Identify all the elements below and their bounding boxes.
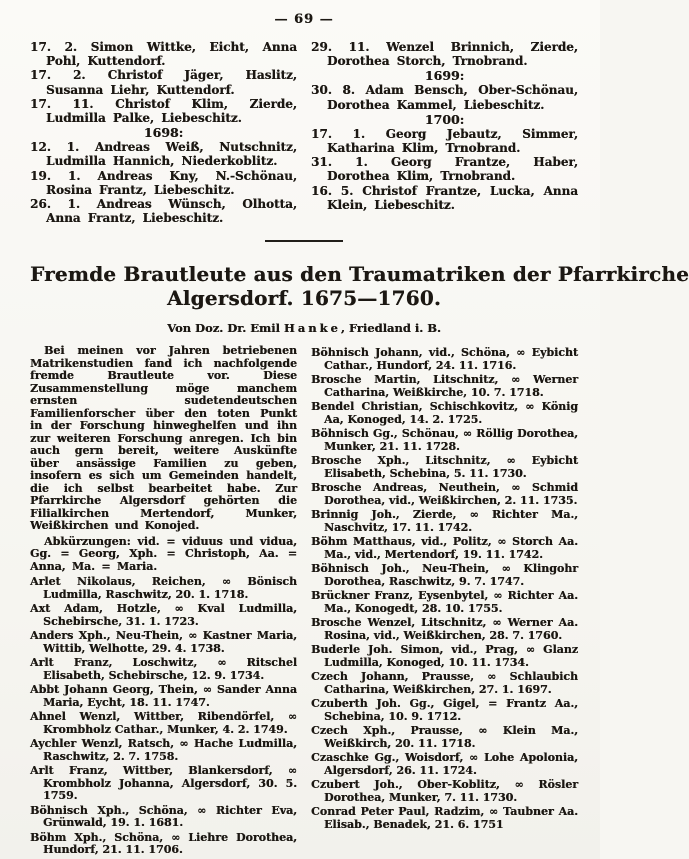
record-entry: Böhm Xph., Schöna, ∞ Liehre Dorothea, Hundorf, 21. 11. 1706. [30, 830, 297, 857]
record-entry: Czubert Joh., Ober-Koblitz, ∞ Rösler Dorothea, Munker, 7. 11. 1730. [311, 778, 578, 804]
records-list-right [311, 347, 578, 831]
abbreviations-paragraph: Abkürzungen: vid. = viduus und vidua, Gg. = Georg, Xph. = Christoph, Aa. = Anna, Ma. = Maria. [30, 534, 297, 573]
record-entry: Abbt Johann Georg, Thein, ∞ Sander Anna Maria, Eycht, 18. 11. 1747. [30, 683, 297, 709]
year-heading: 1700: [424, 111, 465, 127]
record-entry: 17. 1. Georg Jebautz, Simmer, Katharina Klim, Trnobrand. [311, 126, 578, 156]
byline-author-name: Hanke [283, 321, 341, 336]
record-entry: Conrad Peter Paul, Radzim, ∞ Taubner Aa. Elisab., Benadek, 21. 6. 1751 [311, 805, 578, 831]
record-entry: Böhnisch Gg., Schönau, ∞ Röllig Dorothea, Munker, 21. 11. 1728. [311, 427, 578, 453]
byline-suffix: , Friedland i. B. [340, 321, 441, 336]
record-entry: 17. 11. Christof Klim, Zierde, Ludmilla Palke, Liebeschitz. [30, 96, 297, 126]
record-entry: 17. 2. Simon Wittke, Eicht, Anna Pohl, Kuttendorf. [30, 40, 297, 69]
record-entry: Arlt Franz, Wittber, Blankersdorf, ∞ Krombholz Johanna, Algersdorf, 30. 5. 1759. [30, 764, 297, 803]
prelude-section [30, 40, 578, 225]
record-entry: 26. 1. Andreas Wünsch, Olhotta, Anna Frantz, Liebeschitz. [30, 197, 297, 226]
record-entry: Brosche Martin, Litschnitz, ∞ Werner Catharina, Weißkirche, 10. 7. 1718. [311, 373, 578, 399]
record-entry: Czech Xph., Prausse, ∞ Klein Ma., Weißkirch, 20. 11. 1718. [311, 724, 578, 750]
record-entry: Böhm Matthaus, vid., Politz, ∞ Storch Aa. Ma., vid., Mertendorf, 19. 11. 1742. [311, 535, 578, 561]
record-entry: Böhnisch Joh., Neu-Thein, ∞ Klingohr Dorothea, Raschwitz, 9. 7. 1747. [311, 562, 578, 588]
record-entry: Böhnisch Xph., Schöna, ∞ Richter Eva, Grünwald, 19. 1. 1681. [30, 803, 297, 830]
article-title [30, 262, 689, 311]
record-entry: Aychler Wenzl, Ratsch, ∞ Hache Ludmilla, Raschwitz, 2. 7. 1758. [30, 737, 297, 763]
article-left-column [30, 345, 297, 857]
record-entry: Czuberth Joh. Gg., Gigel, = Frantz Aa., Schebina, 10. 9. 1712. [311, 697, 578, 723]
record-entry: Axt Adam, Hotzle, ∞ Kval Ludmilla, Schebirsche, 31. 1. 1723. [30, 602, 297, 628]
article-byline [30, 321, 578, 335]
record-entry: Anders Xph., Neu-Thein, ∞ Kastner Maria, Wittib, Welhotte, 29. 4. 1738. [30, 629, 297, 655]
article-body [30, 345, 578, 857]
article-title-line-2: Algersdorf. 1675—1760. [167, 286, 441, 311]
year-heading: 1698: [143, 125, 184, 141]
record-entry: 30. 8. Adam Bensch, Ober-Schönau, Dorothea Kammel, Liebeschitz. [311, 83, 578, 112]
record-entry: 16. 5. Christof Frantze, Lucka, Anna Klein, Liebeschitz. [311, 183, 578, 212]
record-entry: 17. 2. Christof Jäger, Haslitz, Susanna Liehr, Kuttendorf. [30, 68, 297, 97]
record-entry: Arlet Nikolaus, Reichen, ∞ Bönisch Ludmilla, Raschwitz, 20. 1. 1718. [30, 575, 297, 601]
record-entry: 12. 1. Andreas Weiß, Nutschnitz, Ludmilla Hannich, Niederkoblitz. [30, 140, 297, 169]
section-divider-rule [265, 240, 343, 242]
records-list-left [30, 576, 297, 857]
record-entry: Brosche Andreas, Neuthein, ∞ Schmid Dorothea, vid., Weißkirchen, 2. 11. 1735. [311, 481, 578, 507]
record-entry: Ahnel Wenzl, Wittber, Ribendörfel, ∞ Krombholz Cathar., Munker, 4. 2. 1749. [30, 710, 297, 736]
record-entry: Bendel Christian, Schischkovitz, ∞ König Aa, Konoged, 14. 2. 1725. [311, 400, 578, 426]
record-entry: Czech Johann, Prausse, ∞ Schlaubich Catharina, Weißkirchen, 27. 1. 1697. [311, 670, 578, 696]
record-entry: Brückner Franz, Eysenbytel, ∞ Richter Aa. Ma., Konogedt, 28. 10. 1755. [311, 589, 578, 615]
record-entry: Buderle Joh. Simon, vid., Prag, ∞ Glanz Ludmilla, Konoged, 10. 11. 1734. [311, 643, 578, 669]
record-entry: 29. 11. Wenzel Brinnich, Zierde, Dorothea Storch, Trnobrand. [311, 40, 578, 69]
record-entry: Brosche Wenzel, Litschnitz, ∞ Werner Aa. Rosina, vid., Weißkirchen, 28. 7. 1760. [311, 616, 578, 642]
article-title-line-1: Fremde Brautleute aus den Traumatriken der Pfarrkirche [30, 262, 689, 287]
year-heading: 1699: [424, 68, 465, 84]
record-entry: 19. 1. Andreas Kny, N.-Schönau, Rosina Frantz, Liebeschitz. [30, 168, 297, 197]
record-entry: Brosche Xph., Litschnitz, ∞ Eybicht Elisabeth, Schebina, 5. 11. 1730. [311, 454, 578, 480]
article-right-column [311, 345, 578, 857]
page-number: — 69 — [274, 12, 334, 27]
record-entry: Böhnisch Johann, vid., Schöna, ∞ Eybicht Cathar., Hundorf, 24. 11. 1716. [311, 346, 578, 372]
record-entry: 31. 1. Georg Frantze, Haber, Dorothea Klim, Trnobrand. [311, 155, 578, 184]
prelude-right-column [311, 40, 578, 225]
record-entry: Arlt Franz, Loschwitz, ∞ Ritschel Elisabeth, Schebirsche, 12. 9. 1734. [30, 656, 297, 682]
record-entry: Brinnig Joh., Zierde, ∞ Richter Ma., Naschvitz, 17. 11. 1742. [311, 508, 578, 534]
record-entry: Czaschke Gg., Woisdorf, ∞ Lohe Apolonia, Algersdorf, 26. 11. 1724. [311, 751, 578, 777]
byline-prefix: Von Doz. Dr. Emil [167, 321, 284, 336]
intro-paragraph: Bei meinen vor Jahren betriebenen Matrikenstudien fand ich nachfolgende fremde Brautleute vor. Diese Zusammenstellung möge manchem ernsten sudetendeutschen Familienforscher über den toten Punkt in der Forschung hinweghelfen und ihn zur weiteren Forschung anregen. Ich bin auch gern bereit, weitere Auskünfte über ansässige Familien zu geben, insofern es sich um Gemeinden handelt, die ich selbst bearbeitet habe. Zur Pfarrkirche Algersdorf gehörten die Filialkirchen Mertendorf, Munker, Weißkirchen und Konojed. [30, 344, 297, 533]
prelude-left-column [30, 40, 297, 225]
